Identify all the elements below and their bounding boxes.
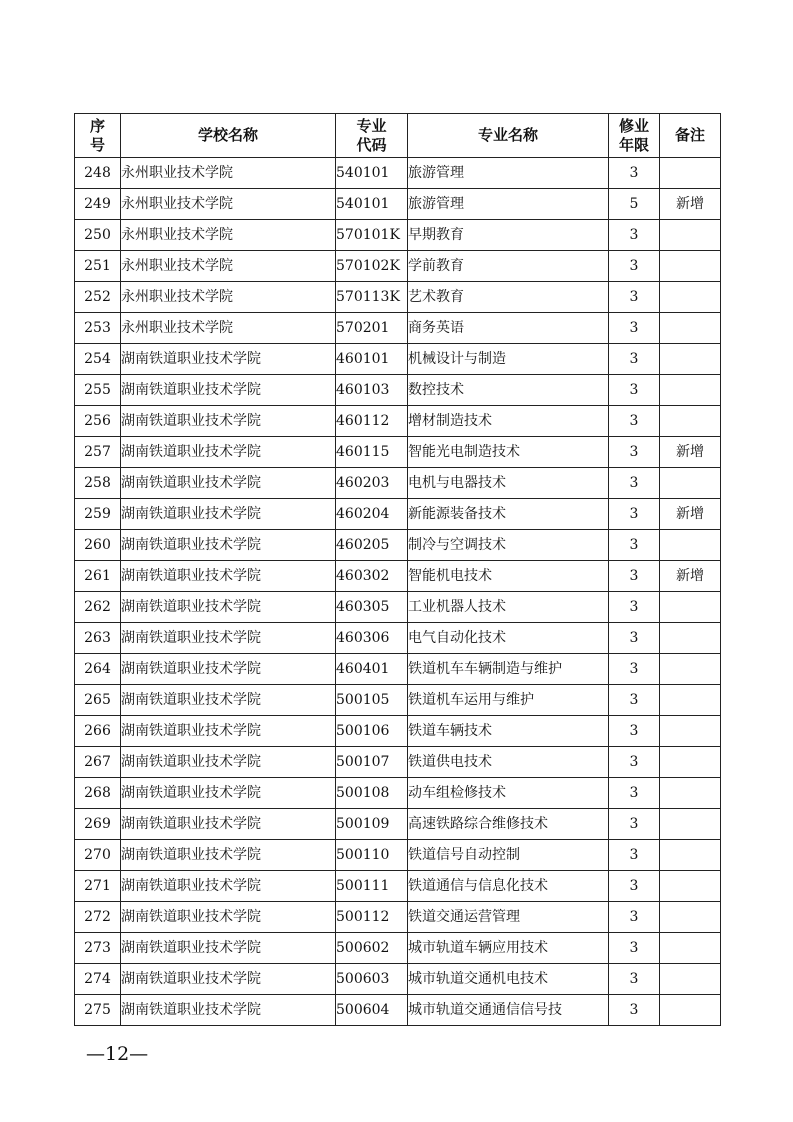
cell-major-name: 铁道车辆技术	[408, 716, 609, 747]
cell-school-name: 湖南铁道职业技术学院	[121, 685, 336, 716]
cell-major-name: 工业机器人技术	[408, 592, 609, 623]
cell-major-name: 智能光电制造技术	[408, 437, 609, 468]
cell-school-name: 湖南铁道职业技术学院	[121, 592, 336, 623]
table-row	[75, 964, 721, 995]
cell-major-code: 460205	[336, 530, 408, 561]
cell-remarks	[660, 158, 721, 189]
cell-remarks	[660, 778, 721, 809]
cell-remarks: 新增	[660, 561, 721, 592]
cell-major-code: 570101K	[336, 220, 408, 251]
cell-major-code: 540101	[336, 189, 408, 220]
cell-school-name: 永州职业技术学院	[121, 251, 336, 282]
cell-major-code: 500108	[336, 778, 408, 809]
cell-major-code: 460401	[336, 654, 408, 685]
cell-major-name: 铁道机车运用与维护	[408, 685, 609, 716]
cell-major-code: 500107	[336, 747, 408, 778]
table-row	[75, 592, 721, 623]
cell-school-name: 湖南铁道职业技术学院	[121, 530, 336, 561]
cell-major-name: 旅游管理	[408, 158, 609, 189]
cell-study-years: 3	[609, 437, 660, 468]
cell-study-years: 3	[609, 685, 660, 716]
table-row	[75, 344, 721, 375]
cell-school-name: 永州职业技术学院	[121, 220, 336, 251]
cell-major-code: 460115	[336, 437, 408, 468]
cell-remarks	[660, 220, 721, 251]
cell-major-name: 商务英语	[408, 313, 609, 344]
cell-study-years: 3	[609, 623, 660, 654]
cell-school-name: 湖南铁道职业技术学院	[121, 809, 336, 840]
cell-serial-number: 271	[75, 871, 121, 902]
cell-remarks	[660, 871, 721, 902]
cell-school-name: 湖南铁道职业技术学院	[121, 840, 336, 871]
cell-serial-number: 254	[75, 344, 121, 375]
cell-major-code: 500112	[336, 902, 408, 933]
cell-major-code: 460103	[336, 375, 408, 406]
cell-serial-number: 259	[75, 499, 121, 530]
cell-study-years: 3	[609, 809, 660, 840]
cell-study-years: 3	[609, 313, 660, 344]
cell-major-code: 500604	[336, 995, 408, 1026]
cell-study-years: 3	[609, 375, 660, 406]
cell-serial-number: 274	[75, 964, 121, 995]
cell-remarks	[660, 933, 721, 964]
cell-remarks	[660, 251, 721, 282]
cell-major-name: 数控技术	[408, 375, 609, 406]
table-row	[75, 561, 721, 592]
cell-school-name: 湖南铁道职业技术学院	[121, 995, 336, 1026]
cell-major-name: 新能源装备技术	[408, 499, 609, 530]
cell-serial-number: 252	[75, 282, 121, 313]
cell-serial-number: 275	[75, 995, 121, 1026]
cell-serial-number: 256	[75, 406, 121, 437]
cell-major-code: 500105	[336, 685, 408, 716]
header-major-code: 专业 代码	[336, 114, 408, 158]
cell-study-years: 3	[609, 344, 660, 375]
cell-study-years: 3	[609, 871, 660, 902]
cell-school-name: 湖南铁道职业技术学院	[121, 778, 336, 809]
cell-major-name: 动车组检修技术	[408, 778, 609, 809]
cell-major-name: 铁道信号自动控制	[408, 840, 609, 871]
header-major-name: 专业名称	[408, 114, 609, 158]
table-row	[75, 499, 721, 530]
table-row	[75, 995, 721, 1026]
cell-study-years: 3	[609, 964, 660, 995]
cell-school-name: 永州职业技术学院	[121, 158, 336, 189]
cell-study-years: 3	[609, 406, 660, 437]
header-serial-number: 序 号	[75, 114, 121, 158]
cell-study-years: 3	[609, 995, 660, 1026]
cell-remarks	[660, 592, 721, 623]
cell-school-name: 湖南铁道职业技术学院	[121, 437, 336, 468]
cell-major-code: 500602	[336, 933, 408, 964]
cell-school-name: 湖南铁道职业技术学院	[121, 623, 336, 654]
cell-remarks	[660, 468, 721, 499]
table-row	[75, 778, 721, 809]
cell-study-years: 3	[609, 716, 660, 747]
table-row	[75, 933, 721, 964]
cell-study-years: 3	[609, 747, 660, 778]
cell-major-code: 570102K	[336, 251, 408, 282]
cell-study-years: 3	[609, 530, 660, 561]
cell-remarks	[660, 964, 721, 995]
cell-serial-number: 248	[75, 158, 121, 189]
cell-remarks	[660, 623, 721, 654]
page-number: —12—	[86, 1043, 149, 1065]
cell-study-years: 3	[609, 282, 660, 313]
cell-remarks	[660, 747, 721, 778]
cell-study-years: 3	[609, 158, 660, 189]
cell-school-name: 湖南铁道职业技术学院	[121, 406, 336, 437]
cell-school-name: 永州职业技术学院	[121, 282, 336, 313]
cell-school-name: 湖南铁道职业技术学院	[121, 933, 336, 964]
cell-major-name: 艺术教育	[408, 282, 609, 313]
table-row	[75, 220, 721, 251]
cell-serial-number: 263	[75, 623, 121, 654]
cell-serial-number: 266	[75, 716, 121, 747]
cell-study-years: 3	[609, 933, 660, 964]
cell-serial-number: 260	[75, 530, 121, 561]
major-list-table	[74, 113, 721, 1026]
cell-study-years: 3	[609, 499, 660, 530]
cell-serial-number: 261	[75, 561, 121, 592]
cell-remarks	[660, 809, 721, 840]
table-row	[75, 313, 721, 344]
cell-serial-number: 273	[75, 933, 121, 964]
cell-school-name: 湖南铁道职业技术学院	[121, 716, 336, 747]
table-body	[75, 158, 721, 1026]
cell-major-name: 学前教育	[408, 251, 609, 282]
table-row	[75, 809, 721, 840]
cell-remarks	[660, 902, 721, 933]
cell-major-name: 铁道交通运营管理	[408, 902, 609, 933]
cell-school-name: 永州职业技术学院	[121, 313, 336, 344]
cell-study-years: 3	[609, 251, 660, 282]
cell-major-name: 高速铁路综合维修技术	[408, 809, 609, 840]
table-row	[75, 437, 721, 468]
cell-remarks: 新增	[660, 189, 721, 220]
table-row	[75, 747, 721, 778]
cell-school-name: 湖南铁道职业技术学院	[121, 344, 336, 375]
cell-school-name: 湖南铁道职业技术学院	[121, 561, 336, 592]
cell-study-years: 3	[609, 561, 660, 592]
cell-remarks	[660, 685, 721, 716]
table-row	[75, 158, 721, 189]
cell-remarks: 新增	[660, 499, 721, 530]
cell-major-name: 城市轨道车辆应用技术	[408, 933, 609, 964]
header-school-name: 学校名称	[121, 114, 336, 158]
cell-major-name: 城市轨道交通机电技术	[408, 964, 609, 995]
cell-serial-number: 270	[75, 840, 121, 871]
cell-school-name: 湖南铁道职业技术学院	[121, 964, 336, 995]
table-row	[75, 251, 721, 282]
cell-major-code: 460306	[336, 623, 408, 654]
cell-serial-number: 264	[75, 654, 121, 685]
cell-major-code: 500110	[336, 840, 408, 871]
cell-major-code: 500111	[336, 871, 408, 902]
cell-serial-number: 250	[75, 220, 121, 251]
cell-school-name: 湖南铁道职业技术学院	[121, 902, 336, 933]
cell-major-code: 460112	[336, 406, 408, 437]
table-row	[75, 654, 721, 685]
cell-major-code: 460204	[336, 499, 408, 530]
cell-school-name: 湖南铁道职业技术学院	[121, 747, 336, 778]
cell-remarks	[660, 530, 721, 561]
table-row	[75, 840, 721, 871]
cell-remarks	[660, 344, 721, 375]
table-row	[75, 406, 721, 437]
cell-school-name: 湖南铁道职业技术学院	[121, 499, 336, 530]
cell-major-code: 460101	[336, 344, 408, 375]
cell-serial-number: 257	[75, 437, 121, 468]
cell-remarks	[660, 654, 721, 685]
cell-major-name: 机械设计与制造	[408, 344, 609, 375]
cell-remarks	[660, 282, 721, 313]
cell-major-name: 制冷与空调技术	[408, 530, 609, 561]
cell-major-code: 540101	[336, 158, 408, 189]
cell-major-code: 460302	[336, 561, 408, 592]
table-row	[75, 871, 721, 902]
table-row	[75, 468, 721, 499]
cell-serial-number: 258	[75, 468, 121, 499]
table-row	[75, 685, 721, 716]
cell-major-code: 500106	[336, 716, 408, 747]
cell-serial-number: 262	[75, 592, 121, 623]
table-row	[75, 902, 721, 933]
table-row	[75, 530, 721, 561]
cell-study-years: 3	[609, 902, 660, 933]
cell-study-years: 3	[609, 592, 660, 623]
cell-major-name: 铁道机车车辆制造与维护	[408, 654, 609, 685]
cell-major-name: 早期教育	[408, 220, 609, 251]
cell-major-name: 铁道供电技术	[408, 747, 609, 778]
cell-study-years: 3	[609, 220, 660, 251]
cell-remarks	[660, 375, 721, 406]
cell-remarks	[660, 716, 721, 747]
table-row	[75, 282, 721, 313]
cell-major-name: 电气自动化技术	[408, 623, 609, 654]
table-row	[75, 623, 721, 654]
cell-major-name: 旅游管理	[408, 189, 609, 220]
cell-serial-number: 272	[75, 902, 121, 933]
cell-study-years: 5	[609, 189, 660, 220]
cell-school-name: 湖南铁道职业技术学院	[121, 871, 336, 902]
table-row	[75, 375, 721, 406]
cell-major-code: 460203	[336, 468, 408, 499]
cell-major-name: 城市轨道交通通信信号技	[408, 995, 609, 1026]
cell-serial-number: 249	[75, 189, 121, 220]
cell-major-name: 智能机电技术	[408, 561, 609, 592]
cell-remarks	[660, 313, 721, 344]
cell-major-name: 铁道通信与信息化技术	[408, 871, 609, 902]
cell-study-years: 3	[609, 840, 660, 871]
cell-study-years: 3	[609, 468, 660, 499]
cell-serial-number: 269	[75, 809, 121, 840]
cell-major-code: 570201	[336, 313, 408, 344]
table-row	[75, 189, 721, 220]
cell-major-code: 570113K	[336, 282, 408, 313]
cell-serial-number: 268	[75, 778, 121, 809]
cell-school-name: 永州职业技术学院	[121, 189, 336, 220]
table-header-row	[75, 114, 721, 158]
cell-remarks: 新增	[660, 437, 721, 468]
table-row	[75, 716, 721, 747]
cell-major-code: 460305	[336, 592, 408, 623]
cell-serial-number: 265	[75, 685, 121, 716]
cell-study-years: 3	[609, 778, 660, 809]
header-study-years: 修业 年限	[609, 114, 660, 158]
cell-school-name: 湖南铁道职业技术学院	[121, 468, 336, 499]
cell-major-code: 500109	[336, 809, 408, 840]
cell-remarks	[660, 995, 721, 1026]
cell-study-years: 3	[609, 654, 660, 685]
cell-serial-number: 251	[75, 251, 121, 282]
cell-school-name: 湖南铁道职业技术学院	[121, 375, 336, 406]
cell-major-name: 电机与电器技术	[408, 468, 609, 499]
cell-remarks	[660, 406, 721, 437]
header-remarks: 备注	[660, 114, 721, 158]
cell-serial-number: 267	[75, 747, 121, 778]
cell-major-name: 增材制造技术	[408, 406, 609, 437]
cell-serial-number: 253	[75, 313, 121, 344]
cell-remarks	[660, 840, 721, 871]
cell-major-code: 500603	[336, 964, 408, 995]
cell-serial-number: 255	[75, 375, 121, 406]
cell-school-name: 湖南铁道职业技术学院	[121, 654, 336, 685]
